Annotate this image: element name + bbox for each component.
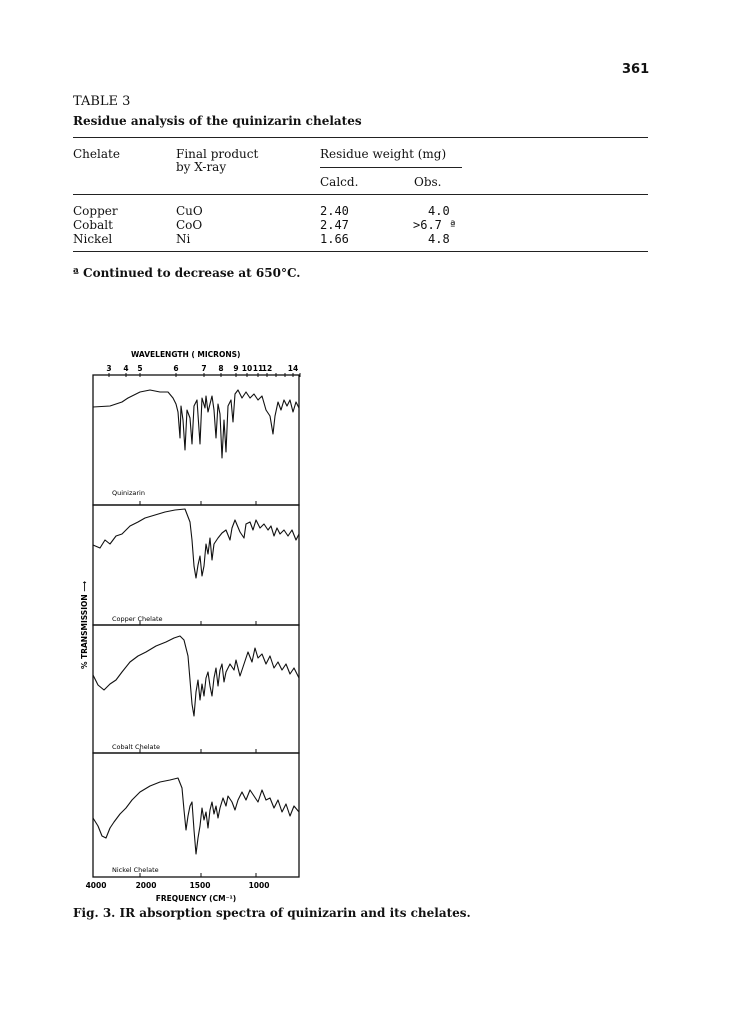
spectrum-trace-cobalt xyxy=(93,636,299,716)
table-row-product: Ni xyxy=(176,232,191,246)
top-tick-label: 9 xyxy=(233,364,239,373)
spectrum-panel-copper xyxy=(93,505,299,625)
top-axis-title: WAVELENGTH ( MICRONS) xyxy=(131,350,241,359)
table-row-obs: 4.8 xyxy=(428,232,450,246)
table-footnote: ª Continued to decrease at 650°C. xyxy=(73,266,301,280)
table-bottom-rule xyxy=(73,251,648,252)
table-row-obs: >6.7 ª xyxy=(413,218,457,232)
top-tick-label: 8 xyxy=(218,364,224,373)
top-tick-label: 5 xyxy=(137,364,143,373)
header-calcd: Calcd. xyxy=(320,175,359,189)
header-chelate: Chelate xyxy=(73,147,120,161)
bottom-tick-label: 1500 xyxy=(189,881,211,890)
table-row-chelate: Nickel xyxy=(73,232,113,246)
table-header-rule xyxy=(73,194,648,195)
header-residue-weight: Residue weight (mg) xyxy=(320,147,447,161)
ir-spectra-figure xyxy=(60,340,330,910)
table-caption: Residue analysis of the quinizarin chelates xyxy=(73,114,362,128)
table-row-chelate: Copper xyxy=(73,204,118,218)
top-tick-label: 7 xyxy=(201,364,207,373)
panel-label-cobalt: Cobalt Chelate xyxy=(112,743,161,751)
spectrum-panel-quinizarin xyxy=(93,375,299,505)
bottom-axis-title: FREQUENCY (CM⁻¹) xyxy=(155,894,237,903)
table-row-obs: 4.0 xyxy=(428,204,450,218)
figure-caption: Fig. 3. IR absorption spectra of quinizarin and its chelates. xyxy=(73,906,471,920)
table-row-calcd: 1.66 xyxy=(320,232,349,246)
bottom-tick-label: 2000 xyxy=(135,881,157,890)
top-tick-label: 3 xyxy=(106,364,112,373)
panel-label-quinizarin: Quinizarin xyxy=(112,489,145,497)
bottom-tick-label: 1000 xyxy=(248,881,270,890)
spectrum-trace-copper xyxy=(93,509,299,578)
header-final-product: Final product xyxy=(176,147,259,161)
y-axis-label: % TRANSMISSION ⟶ xyxy=(80,580,89,670)
top-tick-label: 10 xyxy=(241,364,253,373)
panel-label-copper: Copper Chelate xyxy=(112,615,163,623)
table-row-chelate: Cobalt xyxy=(73,218,113,232)
table-row-calcd: 2.47 xyxy=(320,218,349,232)
table-label: TABLE 3 xyxy=(73,94,131,109)
bottom-tick-label: 4000 xyxy=(85,881,107,890)
spectrum-panel-nickel xyxy=(93,753,299,877)
panel-label-nickel: Nickel Chelate xyxy=(112,866,159,874)
top-tick-label: 11 xyxy=(252,364,264,373)
top-tick-label: 14 xyxy=(287,364,299,373)
top-tick-label: 4 xyxy=(123,364,129,373)
table-row-product: CuO xyxy=(176,204,203,218)
residue-header-rule xyxy=(320,167,462,168)
table-row-product: CoO xyxy=(176,218,203,232)
top-tick-label: 12 xyxy=(261,364,273,373)
spectrum-trace-quinizarin xyxy=(93,390,299,458)
spectrum-trace-nickel xyxy=(93,778,299,854)
top-tick-label: 6 xyxy=(173,364,179,373)
table-row-calcd: 2.40 xyxy=(320,204,349,218)
header-by-xray: by X-ray xyxy=(176,160,227,174)
header-obs: Obs. xyxy=(414,175,442,189)
table-top-rule xyxy=(73,137,648,138)
page-number: 361 xyxy=(622,62,650,77)
